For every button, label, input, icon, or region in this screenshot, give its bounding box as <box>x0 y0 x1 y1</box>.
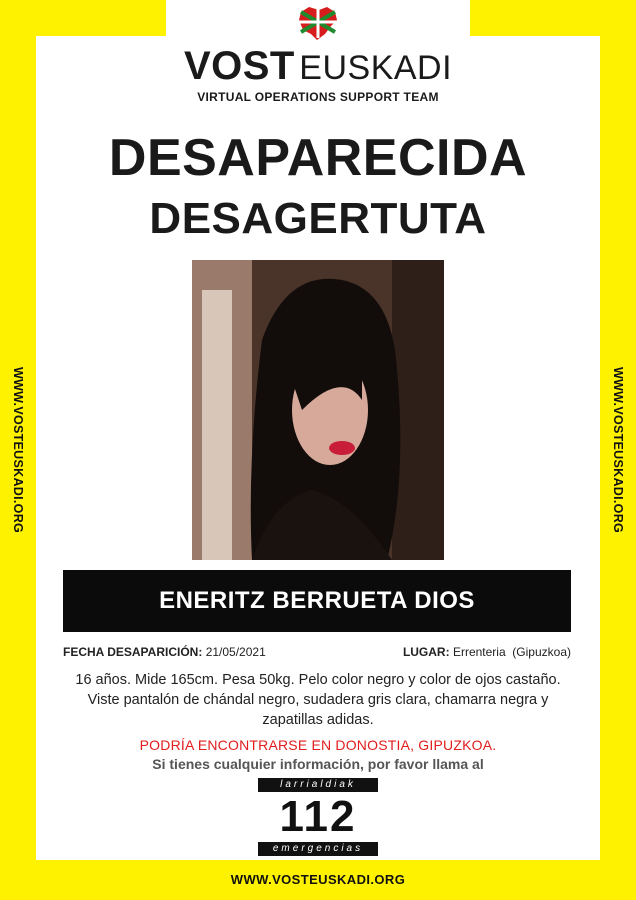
emergency-112-logo[interactable] <box>258 778 378 856</box>
basque-map-logo <box>0 4 636 42</box>
date-label: FECHA DESAPARICIÓN: <box>63 645 203 659</box>
place-value: Errenteria (Gipuzkoa) <box>452 645 571 659</box>
title-basque: DESAGERTUTA <box>149 194 487 243</box>
brand-euskadi: EUSKADI <box>299 49 453 87</box>
person-name-bar: ENERITZ BERRUETA DIOS <box>63 570 571 632</box>
right-side-url[interactable]: WWW.VOSTEUSKADI.ORG <box>611 366 625 534</box>
emergency-number: 112 <box>279 792 357 841</box>
person-description: 16 años. Mide 165cm. Pesa 50kg. Pelo color negro y color de ojos castaño. Viste pantalón de chándal negro, sudadera gris clara, chamarra negra y zapatillas adidas. <box>75 672 561 728</box>
date-field <box>63 645 266 659</box>
place-label: LUGAR: <box>402 645 450 659</box>
title-spanish: DESAPARECIDA <box>108 129 528 187</box>
call-instruction: Si tienes cualquier información, por favor llama al <box>152 756 484 772</box>
emergency-bottom-label: emergencias <box>258 842 378 856</box>
left-side-url[interactable]: WWW.VOSTEUSKADI.ORG <box>11 366 25 534</box>
brand-tagline: VIRTUAL OPERATIONS SUPPORT TEAM <box>197 90 439 104</box>
emergency-top-label: larrialdiak <box>258 778 378 792</box>
brand-wordmark <box>0 44 636 89</box>
footer-url[interactable]: WWW.VOSTEUSKADI.ORG <box>230 872 406 887</box>
place-field <box>403 645 571 659</box>
possible-location-alert: PODRÍA ENCONTRARSE EN DONOSTIA, GIPUZKOA. <box>139 737 497 753</box>
date-value: 21/05/2021 <box>205 645 266 659</box>
missing-person-photo <box>192 260 444 560</box>
brand-vost: VOST <box>183 44 295 88</box>
